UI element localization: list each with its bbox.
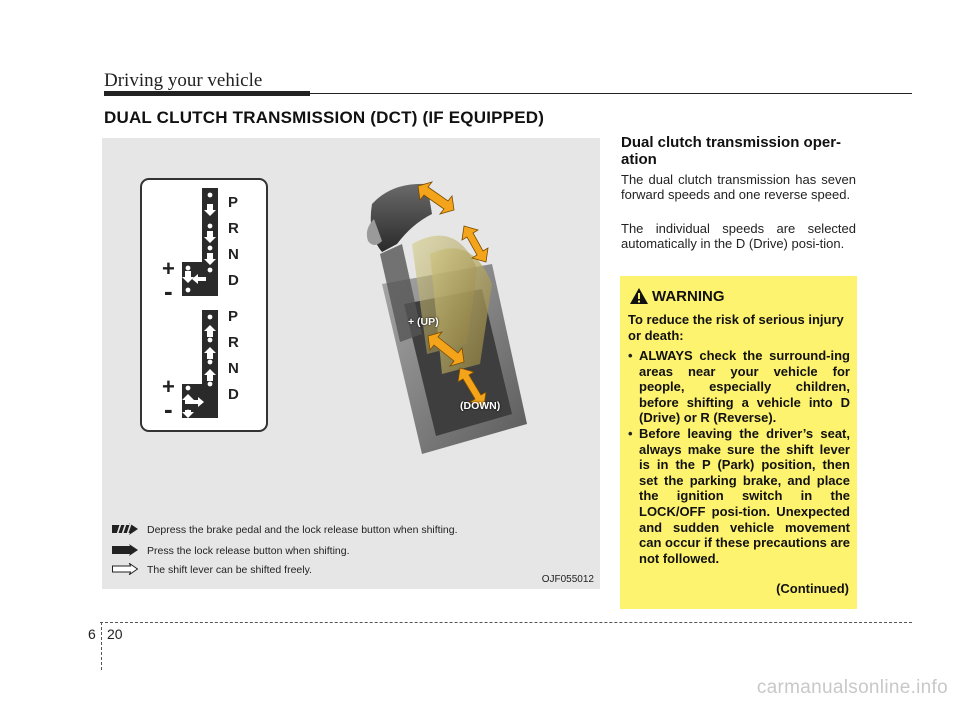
footer-divider (101, 622, 102, 670)
plus-sign-top: + (162, 256, 175, 281)
warning-bullet-1: ALWAYS check the surround-ing areas near your vehicle for people, especially children, before shifting a vehicle into D (Drive) or R (Reverse). (639, 348, 850, 426)
shift-pattern-figure (102, 138, 600, 589)
solid-arrow-icon (112, 544, 138, 556)
pattern-letters-bottom (228, 304, 239, 408)
section-title: DUAL CLUTCH TRANSMISSION (DCT) (IF EQUIPPED) (104, 108, 545, 127)
label-up: + (UP) (408, 316, 439, 328)
warning-bullet-2: Before leaving the driver’s seat, always make sure the shift lever is in the P (Park) position, then set the parking brake, and place the ignition switch in the LOCK/OFF posi-tion. Unexpected and sudden vehicle movement can occur if these precautions are not followed. (639, 426, 850, 566)
header-rule (310, 93, 912, 94)
warning-intro: To reduce the risk of serious injury or death: (628, 312, 844, 343)
letter-n: N (228, 246, 239, 263)
shift-lever-illustration (352, 174, 552, 464)
watermark: carmanualsonline.info (756, 677, 948, 698)
letter-d: D (228, 386, 239, 403)
plus-sign-bottom: + (162, 374, 175, 399)
warning-title: WARNING (652, 288, 725, 305)
minus-sign-top: - (164, 276, 173, 306)
letter-r: R (228, 220, 239, 237)
bullet-dot: • (628, 426, 633, 441)
label-down: (DOWN) (460, 400, 501, 412)
pattern-letters-top (228, 190, 239, 294)
bullet-dot: • (628, 348, 633, 363)
letter-n: N (228, 360, 239, 377)
legend-text: The shift lever can be shifted freely. (147, 564, 312, 576)
shift-pattern-diagram (140, 178, 268, 432)
page-number: 20 (107, 626, 123, 642)
shift-gate-svg (142, 180, 266, 430)
outline-arrow-icon (112, 563, 138, 575)
body-paragraph-2: The individual speeds are selected automatically in the D (Drive) posi-tion. (621, 221, 856, 251)
figure-code: OJF055012 (541, 574, 594, 585)
warning-box (620, 276, 857, 609)
header-bar (104, 91, 310, 96)
hatched-arrow-icon (112, 523, 138, 535)
footer-rule (100, 622, 912, 623)
warning-continued: (Continued) (776, 581, 849, 596)
body-paragraph-1: The dual clutch transmission has seven forward speeds and one reverse speed. (621, 172, 856, 202)
letter-p: P (228, 308, 239, 325)
legend-text: Press the lock release button when shifting. (147, 545, 350, 557)
chapter-number: 6 (88, 626, 96, 642)
legend-text: Depress the brake pedal and the lock release button when shifting. (147, 524, 458, 536)
letter-d: D (228, 272, 239, 289)
warning-triangle-icon (630, 288, 648, 304)
minus-sign-bottom: - (164, 394, 173, 424)
subheading: Dual clutch transmission oper-ation (621, 134, 842, 168)
letter-p: P (228, 194, 239, 211)
letter-r: R (228, 334, 239, 351)
running-head: Driving your vehicle (104, 70, 263, 91)
